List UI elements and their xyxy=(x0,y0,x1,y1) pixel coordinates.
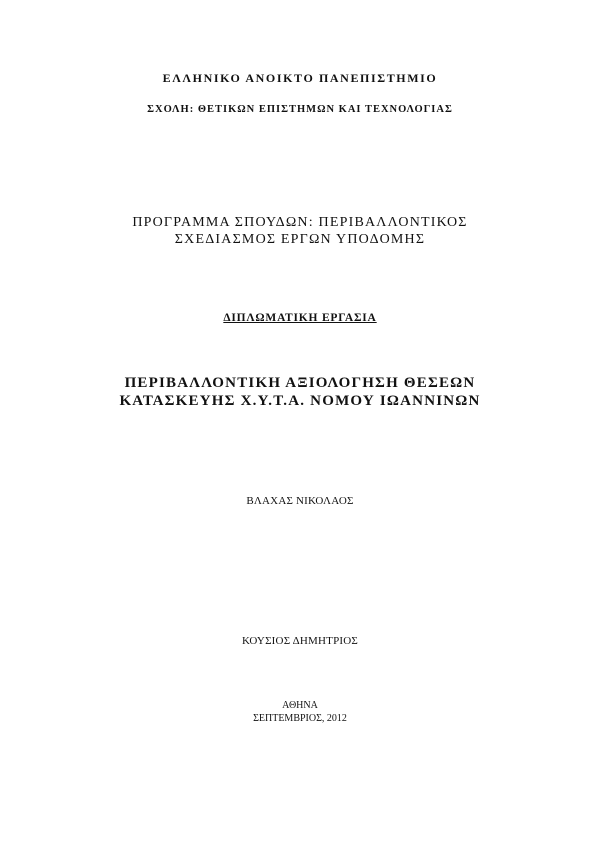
author-name: ΒΛΑΧΑΣ ΝΙΚΟΛΑΟΣ xyxy=(246,495,354,507)
thesis-type-heading: ΔΙΠΛΩΜΑΤΙΚΗ ΕΡΓΑΣΙΑ xyxy=(223,312,377,324)
supervisor-name: ΚΟΥΣΙΟΣ ΔΗΜΗΤΡΙΟΣ xyxy=(241,635,359,647)
university-name: ΕΛΛΗΝΙΚΟ ΑΝΟΙΚΤΟ ΠΑΝΕΠΙΣΤΗΜΙΟ xyxy=(162,71,438,85)
submission-date: ΣΕΠΤΕΜΒΡΙΟΣ, 2012 xyxy=(253,713,347,724)
study-program-line-2: ΣΧΕΔΙΑΣΜΟΣ ΕΡΓΩΝ ΥΠΟΔΟΜΗΣ xyxy=(174,232,426,247)
study-program-line-1: ΠΡΟΓΡΑΜΜΑ ΣΠΟΥΔΩΝ: ΠΕΡΙΒΑΛΛΟΝΤΙΚΟΣ xyxy=(132,215,468,230)
city: ΑΘΗΝΑ xyxy=(282,700,318,711)
thesis-title-line-2: ΚΑΤΑΣΚΕΥΗΣ Χ.Υ.Τ.Α. ΝΟΜΟΥ ΙΩΑΝΝΙΝΩΝ xyxy=(119,393,481,409)
school-name: ΣΧΟΛΗ: ΘΕΤΙΚΩΝ ΕΠΙΣΤΗΜΩΝ ΚΑΙ ΤΕΧΝΟΛΟΓΙΑΣ xyxy=(147,104,453,115)
thesis-title-line-1: ΠΕΡΙΒΑΛΛΟΝΤΙΚΗ ΑΞΙΟΛΟΓΗΣΗ ΘΕΣΕΩΝ xyxy=(124,375,476,391)
